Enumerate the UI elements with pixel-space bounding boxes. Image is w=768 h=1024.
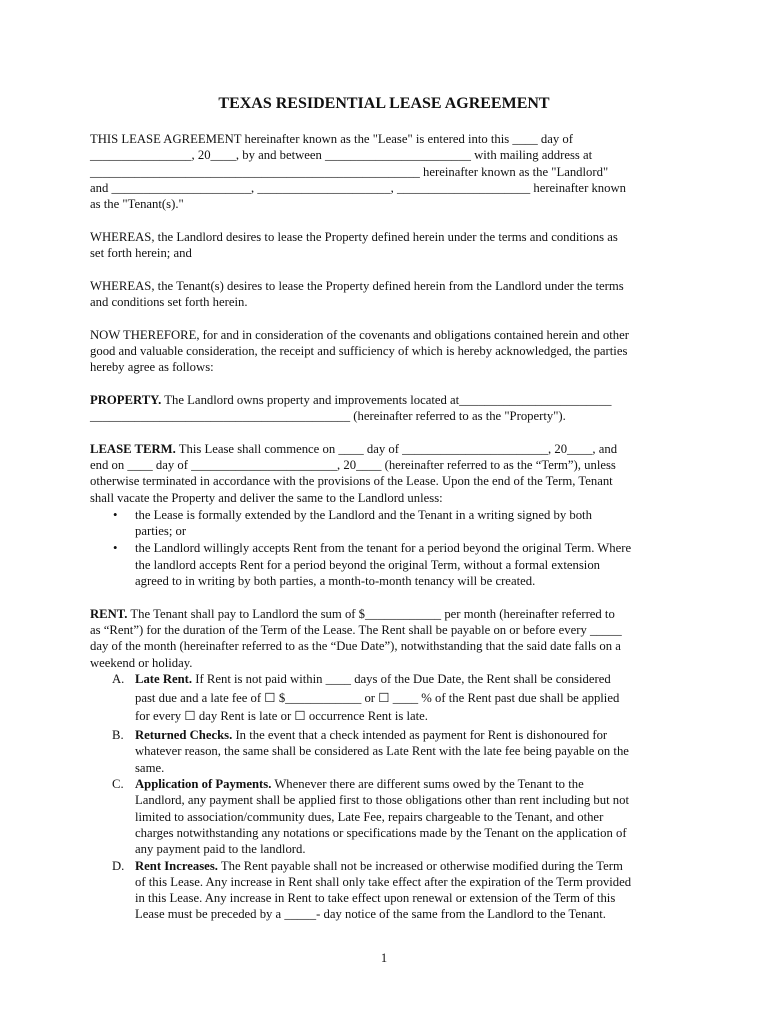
page-number: 1 — [380, 951, 388, 965]
property-line: _________________________________________ (hereinafter referred to as the "Property"). — [90, 409, 566, 424]
whereas-line: and conditions set forth herein. — [90, 294, 248, 309]
bullet-line: • the Landlord willingly accepts Rent from the tenant for a period beyond the original Term. Where — [135, 541, 632, 556]
clause-heading: Rent Increases. — [135, 858, 218, 873]
lease-term-line: shall vacate the Property and deliver the same to the Landlord unless: — [90, 490, 443, 505]
clause-line: whatever reason, the same shall be considered as Late Rent with the late fee being payable on the — [135, 744, 629, 759]
intro-line: ________________, 20____, by and between _______________________ with mailing address at — [90, 148, 593, 163]
list-item — [112, 858, 678, 923]
clause-marker: C. — [112, 777, 124, 792]
clause-heading: Returned Checks. — [135, 728, 233, 743]
clause-marker: D. — [112, 858, 125, 873]
clause-marker: A. — [112, 671, 125, 686]
bullet-line: agreed to in writing by both parties, a month-to-month tenancy will be created. — [135, 574, 536, 589]
clause-marker: B. — [112, 728, 124, 743]
clause-heading: Application of Payments. — [135, 777, 272, 792]
list-item — [112, 727, 678, 776]
clause-text: If Rent is not paid within ____ days of the Due Date, the Rent shall be considered — [192, 671, 611, 686]
whereas-line: WHEREAS, the Landlord desires to lease the Property defined herein under the terms and conditions as — [90, 229, 618, 244]
whereas-tenant-paragraph — [90, 278, 678, 311]
property-text: The Landlord owns property and improvements located at________________________ — [161, 392, 612, 407]
whereas-landlord-paragraph — [90, 229, 678, 262]
clause-line: limited to association/community dues, Late Fee, repairs chargeable to the Tenant, and other — [135, 809, 604, 824]
now-therefore-paragraph — [90, 327, 678, 376]
whereas-line: WHEREAS, the Tenant(s) desires to lease the Property defined herein from the Landlord under the terms — [90, 278, 624, 293]
intro-paragraph — [90, 131, 678, 212]
property-line — [90, 392, 678, 408]
now-therefore-line: hereby agree as follows: — [90, 360, 214, 375]
now-therefore-line: NOW THEREFORE, for and in consideration of the covenants and obligations contained herein and other — [90, 327, 629, 342]
clause-line: in this Lease. Any increase in Rent to take effect upon renewal or extension of the Term of this — [135, 891, 616, 906]
property-section — [90, 392, 678, 425]
intro-line: THIS LEASE AGREEMENT hereinafter known as the "Lease" is entered into this ____ day of — [90, 132, 573, 146]
clause-line: Landlord, any payment shall be applied first to those obligations other than rent including but not — [135, 793, 630, 808]
intro-line: and ______________________, _____________________, _____________________ hereinafter known — [90, 180, 626, 195]
rent-heading: RENT. — [90, 606, 128, 621]
list-item — [135, 507, 678, 540]
intro-line: ____________________________________________________ hereinafter known as the "Landlord" — [90, 164, 609, 179]
clause-line: same. — [135, 760, 165, 775]
clause-text: Whenever there are different sums owed by the Tenant to the — [271, 777, 584, 792]
rent-text: The Tenant shall pay to Landlord the sum of $____________ per month (hereinafter referred to — [127, 606, 615, 621]
clause-line — [135, 671, 678, 687]
bullet-line: parties; or — [135, 524, 187, 539]
bullet-line: the landlord accepts Rent for a period beyond the original Term, without a formal extension — [135, 557, 601, 572]
rent-line — [90, 606, 678, 622]
lease-term-heading: LEASE TERM. — [90, 441, 176, 456]
whereas-line: set forth herein; and — [90, 246, 192, 261]
clause-line: any payment paid to the landlord. — [135, 842, 306, 857]
clause-line: of this Lease. Any increase in Rent shall only take effect after the expiration of the Term provided — [135, 874, 632, 889]
clause-line — [135, 858, 678, 874]
clause-text: The Rent payable shall not be increased or otherwise modified during the Term — [217, 858, 623, 873]
list-item — [112, 776, 678, 857]
bullet-line: • the Lease is formally extended by the Landlord and the Tenant in a writing signed by both — [135, 507, 592, 522]
clause-line: Lease must be preceded by a _____- day notice of the same from the Landlord to the Tenant. — [135, 907, 606, 922]
lease-term-line — [90, 441, 678, 457]
lease-term-bullet-list — [90, 507, 678, 589]
rent-line: as “Rent”) for the duration of the Term of the Lease. The Rent shall be payable on or before every _____ — [90, 622, 622, 637]
clause-line: charges notwithstanding any notations or specifications made by the Tenant on the application of — [135, 825, 627, 840]
rent-line: weekend or holiday. — [90, 655, 193, 670]
list-item — [112, 671, 678, 725]
clause-line — [135, 776, 678, 792]
clause-text: In the event that a check intended as payment for Rent is dishonoured for — [232, 728, 608, 743]
document-title: TEXAS RESIDENTIAL LEASE AGREEMENT — [218, 95, 550, 112]
clause-heading: Late Rent. — [135, 671, 193, 686]
lease-term-text: This Lease shall commence on ____ day of _______________________, 20____, and — [175, 441, 618, 456]
rent-line: day of the month (hereinafter referred to as the “Due Date”), notwithstanding that the said date falls on a — [90, 639, 621, 654]
clause-line — [135, 727, 678, 743]
intro-line: as the "Tenant(s)." — [90, 197, 184, 212]
lease-term-line: end on ____ day of _______________________, 20____ (hereinafter referred to as the “Term”), unless — [90, 457, 616, 472]
list-item — [135, 540, 678, 589]
now-therefore-line: good and valuable consideration, the receipt and sufficiency of which is hereby acknowledged, the parties — [90, 343, 628, 358]
lease-term-line: otherwise terminated in accordance with the provisions of the Lease. Upon the end of the Term, Tenant — [90, 474, 613, 489]
clause-line: for every ☐ day Rent is late or ☐ occurrence Rent is late. — [135, 709, 428, 724]
clause-line: past due and a late fee of ☐ $____________ or ☐ ____ % of the Rent past due shall be applied — [135, 690, 620, 705]
lease-term-section — [90, 441, 678, 590]
rent-clause-list — [90, 671, 678, 923]
property-heading: PROPERTY. — [90, 392, 162, 407]
rent-section — [90, 606, 678, 923]
